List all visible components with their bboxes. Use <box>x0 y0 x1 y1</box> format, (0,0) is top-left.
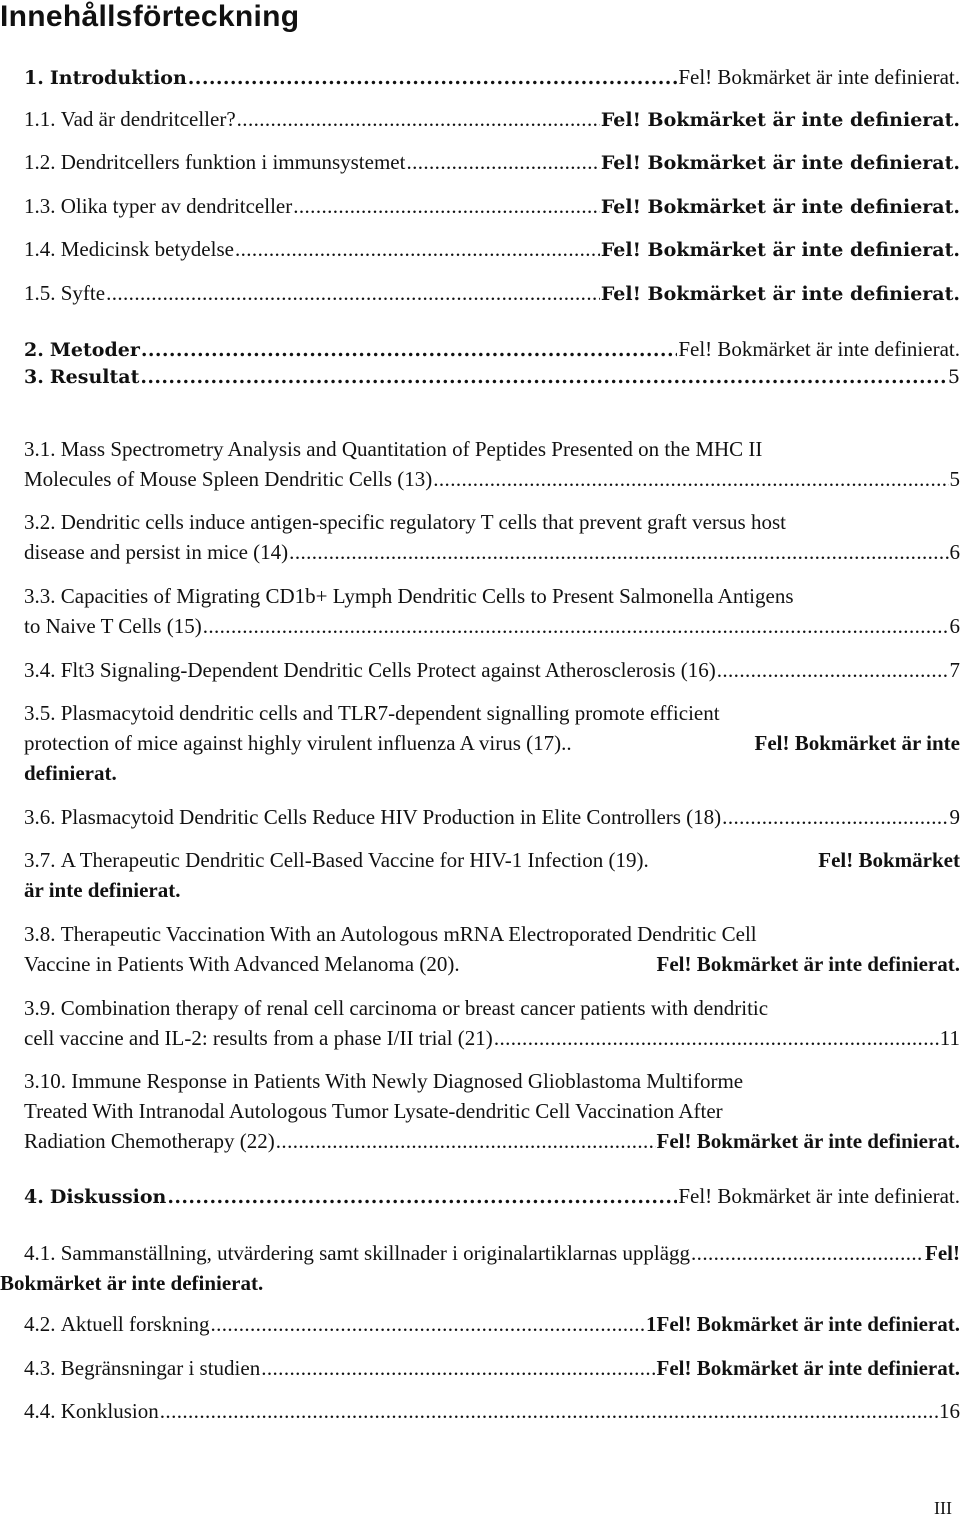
toc-page: 7 <box>949 658 960 682</box>
toc-title-line1: Plasmacytoid dendritic cells and TLR7-dependent signalling promote efficient <box>60 701 720 725</box>
toc-page: Fel! Bokmärket är inte definierat. <box>678 337 960 361</box>
toc-title-line2: to Naive T Cells (15) <box>24 614 202 638</box>
toc-title: Begränsningar i studien <box>60 1356 261 1380</box>
toc-entry-3[interactable] <box>0 366 960 388</box>
toc-page: Fel! Bokmärket är inte definierat. <box>600 152 960 174</box>
toc-page: 5 <box>949 467 960 491</box>
toc-entry-2[interactable] <box>0 337 960 362</box>
toc-page: Fel! Bokmärket <box>818 848 960 872</box>
toc-page: Fel! <box>925 1241 960 1265</box>
toc-leader <box>203 611 949 641</box>
toc-page: 16 <box>939 1399 960 1423</box>
toc-page-continued: Bokmärket är inte definierat. <box>0 1271 264 1295</box>
toc-page-continued: är inte definierat. <box>24 878 181 902</box>
toc-number: 4.1. <box>24 1241 56 1265</box>
toc-number: 1.2. <box>24 150 56 174</box>
toc-entry-3-4[interactable] <box>0 655 960 685</box>
toc-page: 6 <box>949 614 960 638</box>
toc-title: Medicinsk betydelse <box>60 237 234 261</box>
toc-entry-1[interactable] <box>0 65 960 90</box>
toc-entry-1-2[interactable] <box>0 150 960 175</box>
toc-number: 3.9. <box>24 996 56 1020</box>
toc-entry-3-2[interactable] <box>0 507 960 567</box>
toc-number: 3.6. <box>24 805 56 829</box>
toc-page: Fel! Bokmärket är inte definierat. <box>600 239 960 261</box>
toc-number: 4.2. <box>24 1312 56 1336</box>
toc-number: 3.8. <box>24 922 56 946</box>
toc-leader <box>691 1238 924 1268</box>
toc-title: Resultat <box>49 366 140 388</box>
toc-title: Aktuell forskning <box>60 1312 210 1336</box>
toc-title: Vad är dendritceller? <box>60 107 236 131</box>
toc-entry-4-4[interactable] <box>0 1399 960 1424</box>
toc-page-continued: definierat. <box>24 761 117 785</box>
toc-number: 3.3. <box>24 584 56 608</box>
toc-number: 3.4. <box>24 658 56 682</box>
toc-leader <box>406 150 599 175</box>
toc-title: Sammanställning, utvärdering samt skillnader i originalartiklarnas upplägg <box>60 1241 691 1265</box>
toc-number: 3.5. <box>24 701 56 725</box>
toc-number: 1.3. <box>24 194 56 218</box>
toc-page: Fel! Bokmärket är inte definierat. <box>600 283 960 305</box>
toc-title-line1: Immune Response in Patients With Newly Diagnosed Glioblastoma Multiforme <box>71 1069 744 1093</box>
toc-number: 4.3. <box>24 1356 56 1380</box>
toc-title-line2: protection of mice against highly virulent influenza A virus (17) <box>24 731 562 755</box>
toc-leader <box>106 281 600 306</box>
toc-entry-4-3[interactable] <box>0 1356 960 1381</box>
toc-number: 3.2. <box>24 510 56 534</box>
toc-leader: .. <box>561 731 572 755</box>
toc-title: Flt3 Signaling-Dependent Dendritic Cells Protect against Atherosclerosis (16) <box>60 658 716 682</box>
toc-entry-3-3[interactable] <box>0 581 960 641</box>
toc-number: 4.4. <box>24 1399 56 1423</box>
toc-leader <box>276 1126 656 1156</box>
toc-number: 1.5. <box>24 281 56 305</box>
toc-title: Plasmacytoid Dendritic Cells Reduce HIV Production in Elite Controllers (18) <box>60 805 722 829</box>
toc-leader <box>188 67 678 89</box>
toc-leader <box>433 464 948 494</box>
toc-number: 3.10. <box>24 1069 66 1093</box>
toc-entry-3-5[interactable] <box>0 698 960 788</box>
toc-title-line2: Molecules of Mouse Spleen Dendritic Cells (13) <box>24 467 433 491</box>
toc-leader <box>717 655 949 685</box>
toc-title-line1: Combination therapy of renal cell carcinoma or breast cancer patients with dendritic <box>60 996 769 1020</box>
toc-page: Fel! Bokmärket är inte definierat. <box>656 952 960 976</box>
toc-leader <box>235 237 600 262</box>
toc-entry-1-4[interactable] <box>0 237 960 262</box>
toc-page: Fel! Bokmärket är inte definierat. <box>678 65 960 89</box>
toc-entry-3-10[interactable] <box>0 1066 960 1156</box>
toc-entry-3-9[interactable] <box>0 993 960 1053</box>
toc-title-line2: Treated With Intranodal Autologous Tumor Lysate-dendritic Cell Vaccination After <box>24 1099 723 1123</box>
toc-page: Fel! Bokmärket är inte <box>754 731 960 755</box>
toc-number: 1.1. <box>24 107 56 131</box>
toc-entry-1-5[interactable] <box>0 281 960 306</box>
toc-entry-3-6[interactable] <box>0 802 960 832</box>
toc-title-line1: Therapeutic Vaccination With an Autologous mRNA Electroporated Dendritic Cell <box>60 922 757 946</box>
toc-title: Konklusion <box>60 1399 159 1423</box>
page-number: III <box>934 1498 952 1518</box>
toc-entry-3-1[interactable] <box>0 434 960 494</box>
toc-leader <box>289 537 948 567</box>
toc-leader <box>722 802 948 832</box>
toc-page: 9 <box>949 805 960 829</box>
toc-title: Syfte <box>60 281 106 305</box>
toc-title: Dendritcellers funktion i immunsystemet <box>60 150 406 174</box>
toc-number: 3.7. <box>24 848 56 872</box>
toc-title-line1: Mass Spectrometry Analysis and Quantitation of Peptides Presented on the MHC II <box>60 437 763 461</box>
toc-entry-1-3[interactable] <box>0 194 960 219</box>
toc-leader <box>293 194 600 219</box>
toc-page: Fel! Bokmärket är inte definierat. <box>678 1184 960 1208</box>
toc-number: 3.1. <box>24 437 56 461</box>
toc-title-line3: Radiation Chemotherapy (22) <box>24 1129 275 1153</box>
toc-page: 11 <box>939 1026 960 1050</box>
toc-leader <box>210 1312 645 1337</box>
toc-number: 4. <box>24 1186 44 1208</box>
toc-entry-4-1[interactable] <box>0 1238 960 1298</box>
toc-title: Diskussion <box>49 1186 167 1208</box>
toc-leader <box>141 339 678 361</box>
toc-page: Fel! Bokmärket är inte definierat. <box>600 196 960 218</box>
toc-title-line2: disease and persist in mice (14) <box>24 540 289 564</box>
toc-page: 5 <box>947 366 960 388</box>
toc-entry-3-7[interactable] <box>0 845 960 905</box>
toc-entry-3-8[interactable] <box>0 919 960 979</box>
toc-number: 1.4. <box>24 237 56 261</box>
toc-page: Fel! Bokmärket är inte definierat. <box>656 1129 960 1153</box>
toc-leader <box>237 107 600 132</box>
toc-leader <box>140 366 947 388</box>
toc-page: 1Fel! Bokmärket är inte definierat. <box>646 1312 960 1336</box>
toc-title: A Therapeutic Dendritic Cell-Based Vaccine for HIV-1 Infection (19). <box>60 848 649 872</box>
toc-leader <box>494 1023 939 1053</box>
toc-entry-4[interactable] <box>0 1184 960 1209</box>
toc-title: Metoder <box>49 339 140 361</box>
toc-number: 3. <box>24 366 44 388</box>
toc-entry-1-1[interactable] <box>0 107 960 132</box>
toc-number: 1. <box>24 67 44 89</box>
toc-entry-4-2[interactable] <box>0 1312 960 1337</box>
toc-title: Olika typer av dendritceller <box>60 194 293 218</box>
toc-title: Introduktion <box>49 67 187 89</box>
toc-page: 6 <box>949 540 960 564</box>
toc-page: Fel! Bokmärket är inte definierat. <box>600 109 960 131</box>
toc-number: 2. <box>24 339 44 361</box>
toc-leader <box>261 1356 655 1381</box>
toc-leader <box>160 1399 938 1424</box>
toc-title-line2: Vaccine in Patients With Advanced Melanoma (20). <box>24 952 460 976</box>
page-title: Innehållsförteckning <box>0 0 300 33</box>
toc-title-line2: cell vaccine and IL-2: results from a phase I/II trial (21) <box>24 1026 493 1050</box>
toc-title-line1: Capacities of Migrating CD1b+ Lymph Dendritic Cells to Present Salmonella Antigens <box>60 584 794 608</box>
toc-page: Fel! Bokmärket är inte definierat. <box>656 1356 960 1380</box>
toc-leader <box>167 1186 677 1208</box>
toc-title-line1: Dendritic cells induce antigen-specific regulatory T cells that prevent graft versus host <box>60 510 786 534</box>
